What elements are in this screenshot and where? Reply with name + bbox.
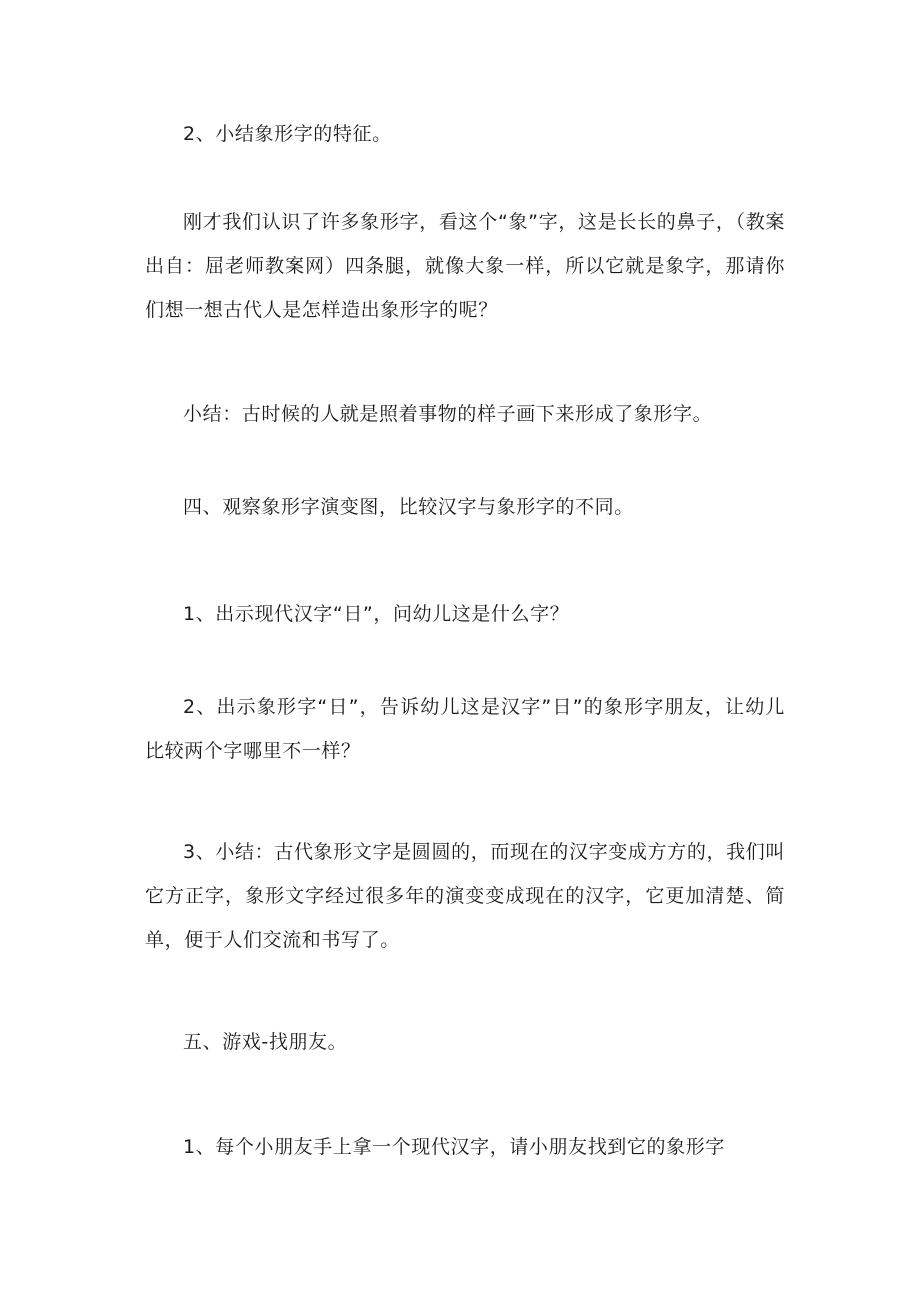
paragraph-show-modern-ri: 1、出示现代汉字“日”，问幼儿这是什么字？	[183, 603, 570, 625]
paragraph-summary-heading: 2、小结象形字的特征。	[183, 123, 392, 145]
paragraph-summary-ancient: 小结：古时候的人就是照着事物的样子画下来形成了象形字。	[183, 403, 713, 425]
paragraph-elephant-explanation: 刚才我们认识了许多象形字，看这个“象”字，这是长长的鼻子，（教案出自：屈老师教案网）四条腿，就像大象一样，所以它就是象字，那请你们想一想古代人是怎样造出象形字的呢？	[145, 211, 785, 321]
paragraph-show-pictograph-ri: 2、出示象形字“日”，告诉幼儿这是汉字”日”的象形字朋友，让幼儿比较两个字哪里不一样？	[145, 696, 785, 762]
paragraph-game-instruction: 1、每个小朋友手上拿一个现代汉字，请小朋友找到它的象形字	[183, 1136, 725, 1158]
section-heading-four: 四、观察象形字演变图，比较汉字与象形字的不同。	[183, 496, 634, 518]
section-heading-five: 五、游戏-找朋友。	[183, 1031, 348, 1053]
paragraph-summary-evolution: 3、小结：古代象形文字是圆圆的，而现在的汉字变成方方的，我们叫它方正字，象形文字经过很多年的演变变成现在的汉字，它更加清楚、简单，便于人们交流和书写了。	[145, 841, 785, 951]
